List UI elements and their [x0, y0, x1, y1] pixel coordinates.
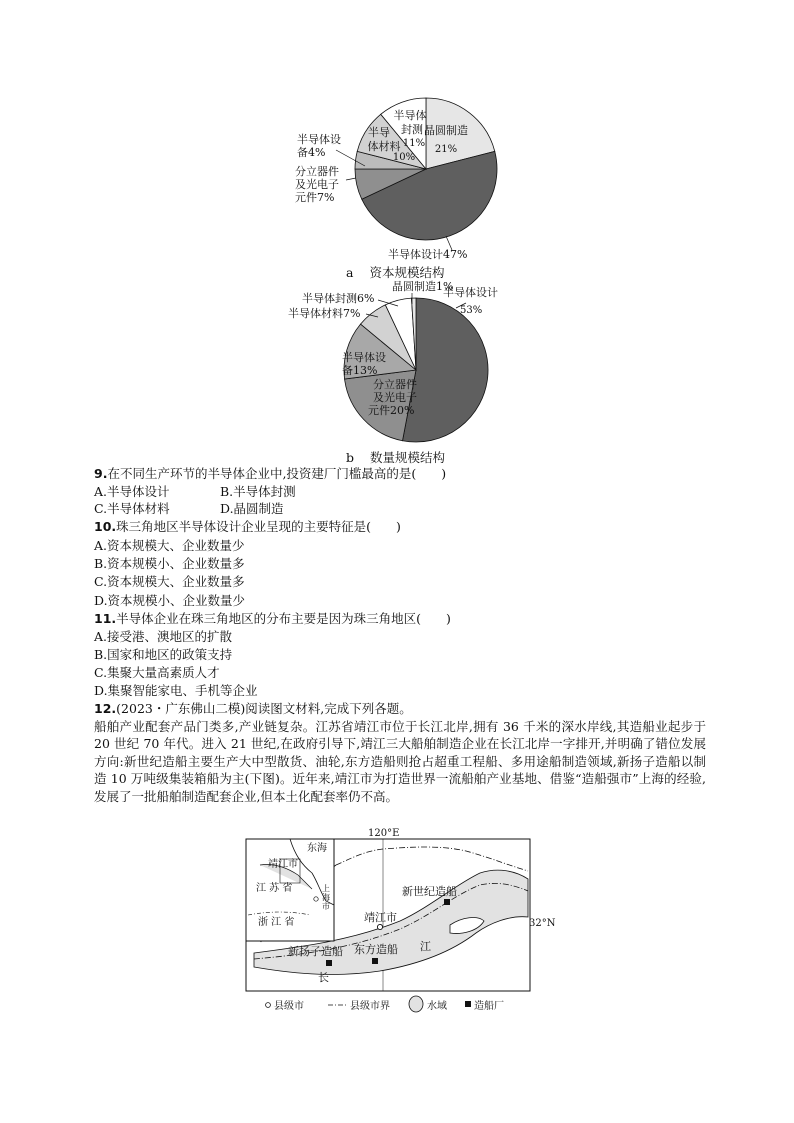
q9-option-b[interactable]: B.半导体封测 — [220, 484, 296, 499]
pie-b-label-design-1: 半导体设计 — [443, 286, 498, 299]
pie-a-label-mat-2: 体材料 — [367, 140, 401, 153]
pie-a-label-mat-3: 10% — [392, 152, 416, 163]
question-12-stem: 12.(2023・广东佛山二模)阅读图文材料,完成下列各题。 — [94, 701, 412, 716]
pie-a-label-disc-1: 分立器件 — [295, 165, 339, 178]
pie-chart-a — [280, 90, 520, 290]
pie-a-label-test-1: 半导体 — [393, 109, 427, 122]
pie-b-label-equip-2: 备13% — [342, 364, 378, 377]
legend-water-icon — [409, 996, 423, 1012]
inset-shanghai-2: 海 — [322, 893, 330, 902]
jingjiang-map — [240, 825, 560, 1015]
q11-option-d[interactable]: D.集聚智能家电、手机等企业 — [94, 683, 258, 698]
q11-option-c[interactable]: C.集聚大量高素质人才 — [94, 665, 220, 680]
city-label: 靖江市 — [364, 911, 397, 924]
pie-a-label-equip-2: 备4% — [297, 146, 326, 159]
shipyard-marker-dongfang — [372, 958, 378, 964]
pie-a-caption: a 资本规模结构 — [346, 265, 445, 280]
inset-sea-label: 东海 — [307, 843, 327, 854]
q9-option-d[interactable]: D.晶圆制造 — [220, 501, 284, 516]
pie-b-label-test: 半导体封测6% — [302, 292, 375, 305]
question-12-paragraph: 船舶产业配套产品门类多,产业链复杂。江苏省靖江市位于长江北岸,拥有 36 千米的深水岸线,其造船业起步于 20 世纪 70 年代。进入 21 世纪,在政府引导下,靖江三大船舶制造企业在长江北岸一字排开,并明确了错位发展方向:新世纪造船主要生产大中型散货、油轮,东方造船则抢占超重工程船、多用途船制造领域,新扬子造船以制造 10 万吨级集装箱船为主(下图)。近年来,靖江市为打造世界一流船舶产业基地、借鉴“造船强市”上海的经验,发展了一批船舶制造配套企业,但本土化配套率仍不高。 — [94, 719, 706, 804]
q11-option-a[interactable]: A.接受港、澳地区的扩散 — [94, 629, 233, 644]
inset-city-label: 靖江市 — [268, 859, 298, 870]
pie-a-label-equip-1: 半导体设 — [297, 133, 341, 146]
pie-b-label-disc-1: 分立器件 — [373, 378, 417, 391]
legend-shipyard-icon — [465, 1001, 471, 1007]
latitude-label: 32°N — [529, 918, 556, 929]
river-char-chang: 长 — [318, 971, 329, 984]
shipyard-marker-xinyangzi — [326, 960, 332, 966]
question-11-stem: 11.半导体企业在珠三角地区的分布主要是因为珠三角地区( ) — [94, 611, 451, 626]
legend-shipyard: 造船厂 — [474, 1001, 504, 1012]
q10-option-d[interactable]: D.资本规模小、企业数量少 — [94, 593, 246, 608]
pie-b-label-mat: 半导体材料7% — [288, 307, 361, 320]
shipyard-marker-xinshiji — [444, 899, 450, 905]
inset-shanghai-1: 上 — [322, 884, 330, 893]
pie-b-label-disc-3: 元件20% — [368, 404, 415, 417]
shipyard-label-xinyangzi: 新扬子造船 — [288, 945, 343, 958]
pie-b-caption: b 数量规模结构 — [346, 450, 446, 465]
pie-b-label-design-2: 53% — [460, 305, 483, 316]
inset-jiangsu-label: 江 苏 省 — [256, 883, 293, 894]
pie-chart-b — [280, 280, 520, 450]
legend-water: 水域 — [427, 1001, 447, 1012]
pie-b-label-wafer: 晶圆制造1% — [392, 280, 454, 293]
question-9-stem: 9.在不同生产环节的半导体企业中,投资建厂门槛最高的是( ) — [94, 466, 447, 481]
pie-a-label-design: 半导体设计47% — [388, 248, 468, 261]
legend-boundary: 县级市界 — [350, 1001, 390, 1012]
q10-option-b[interactable]: B.资本规模小、企业数量多 — [94, 556, 245, 571]
inset-zhejiang-label: 浙 江 省 — [258, 917, 295, 928]
pie-a-label-disc-3: 元件7% — [295, 191, 335, 204]
q9-option-c[interactable]: C.半导体材料 — [94, 501, 170, 516]
city-marker — [377, 924, 382, 929]
q10-option-a[interactable]: A.资本规模大、企业数量少 — [94, 538, 245, 553]
legend-county-city: 县级市 — [274, 1001, 304, 1012]
longitude-label: 120°E — [368, 828, 400, 839]
pie-a-label-wafer-2: 21% — [434, 144, 458, 155]
legend-county-city-icon — [266, 1003, 271, 1008]
question-10-stem: 10.珠三角地区半导体设计企业呈现的主要特征是( ) — [94, 519, 401, 534]
shipyard-label-dongfang: 东方造船 — [354, 943, 398, 956]
q9-option-a[interactable]: A.半导体设计 — [94, 484, 170, 499]
pie-a-label-wafer-1: 晶圆制造 — [424, 124, 468, 137]
q10-option-c[interactable]: C.资本规模大、企业数量多 — [94, 574, 245, 589]
river-char-jiang: 江 — [420, 940, 431, 953]
pie-a-label-test-2: 封测 — [401, 123, 423, 136]
q11-option-b[interactable]: B.国家和地区的政策支持 — [94, 647, 233, 662]
pie-b-label-equip-1: 半导体设 — [342, 351, 386, 364]
pie-b-label-disc-2: 及光电子 — [373, 391, 417, 404]
inset-shanghai-3: 市 — [322, 902, 330, 911]
shipyard-label-xinshiji: 新世纪造船 — [402, 885, 457, 898]
pie-a-label-mat-1: 半导 — [368, 126, 390, 139]
pie-a-label-test-3: 11% — [402, 138, 426, 149]
pie-a-label-disc-2: 及光电子 — [295, 178, 339, 191]
